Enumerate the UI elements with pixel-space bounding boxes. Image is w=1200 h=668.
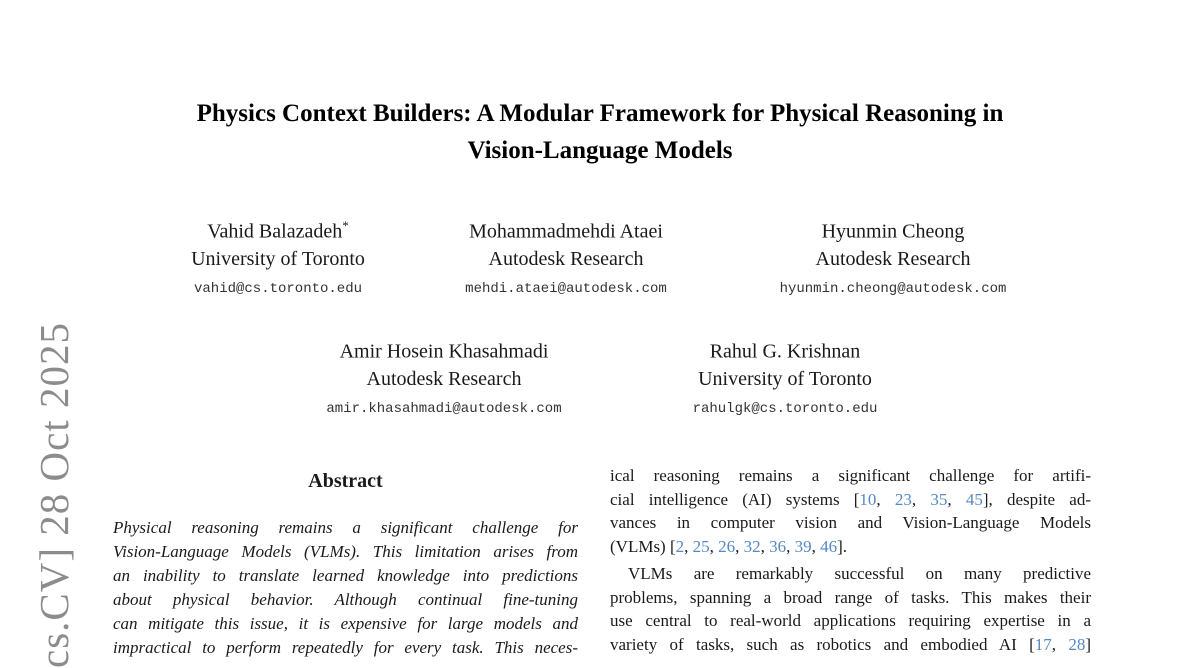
intro-line: problems, spanning a broad range of tasks. This makes their [610,587,1091,607]
abstract-line: about physical behavior. Although continual fine-tuning [113,590,578,609]
intro-paragraph-1 [610,464,1091,558]
author-email: rahulgk@cs.toronto.edu [692,400,878,417]
intro-paragraph-2 [610,562,1091,656]
abstract-body [113,516,578,660]
author-email: amir.khasahmadi@autodesk.com [326,400,562,417]
author-affiliation: University of Toronto [191,247,365,270]
intro-column [610,464,1091,656]
abstract-line: an inability to translate learned knowledge into predictions [113,566,578,585]
paper-title [0,95,1200,169]
paper-title-line-2: Vision-Language Models [467,137,733,164]
intro-line: ical reasoning remains a significant challenge for artifi- [610,466,1091,485]
abstract-line: impractical to perform repeatedly for every task. This neces- [113,638,578,657]
author-name [274,332,614,366]
intro-line: use central to real-world applications requiring expertise in a [610,611,1091,630]
author-name-text: Vahid Balazadeh [207,220,343,243]
author-card [615,332,955,418]
author-affiliation: Autodesk Research [815,247,971,270]
abstract-line: Physical reasoning remains a significant challenge for [113,518,578,537]
author-name [615,332,955,366]
author-email: hyunmin.cheong@autodesk.com [779,280,1007,297]
author-name-text: Mohammadmehdi Ataei [469,220,663,243]
author-card [733,212,1053,298]
abstract-line: Vision-Language Models (VLMs). This limitation arises from [113,542,578,561]
arxiv-stamp: cs.CV] 28 Oct 2025 [31,322,77,668]
abstract-heading: Abstract [308,470,383,492]
intro-line: cial intelligence (AI) systems [10, 23, 35, 45], despite ad- [610,489,1092,509]
author-card [406,212,726,298]
paper-title-line-1: Physics Context Builders: A Modular Framework for Physical Reasoning in [196,100,1004,127]
intro-line: vances in computer vision and Vision-Language Models [610,513,1091,532]
author-card [274,332,614,418]
abstract-line: can mitigate this issue, it is expensive for large models and [113,614,578,633]
author-name [733,212,1053,246]
author-name-text: Amir Hosein Khasahmadi [339,340,549,363]
author-affiliation: Autodesk Research [488,247,644,270]
author-card [118,212,438,298]
author-email: vahid@cs.toronto.edu [193,280,363,297]
author-name-text: Hyunmin Cheong [821,220,965,243]
author-affiliation: University of Toronto [698,367,872,390]
intro-line: variety of tasks, such as robotics and embodied AI [17, 28] [610,634,1091,654]
author-name-text: Rahul G. Krishnan [709,340,861,363]
author-email: mehdi.ataei@autodesk.com [465,280,667,297]
author-affiliation: Autodesk Research [366,367,522,390]
author-name [406,212,726,246]
intro-line: (VLMs) [2, 25, 26, 32, 36, 39, 46]. [610,536,848,556]
intro-line: VLMs are remarkably successful on many predictive [628,564,1091,583]
author-name [118,212,438,246]
author-footnote-mark: * [342,218,349,233]
